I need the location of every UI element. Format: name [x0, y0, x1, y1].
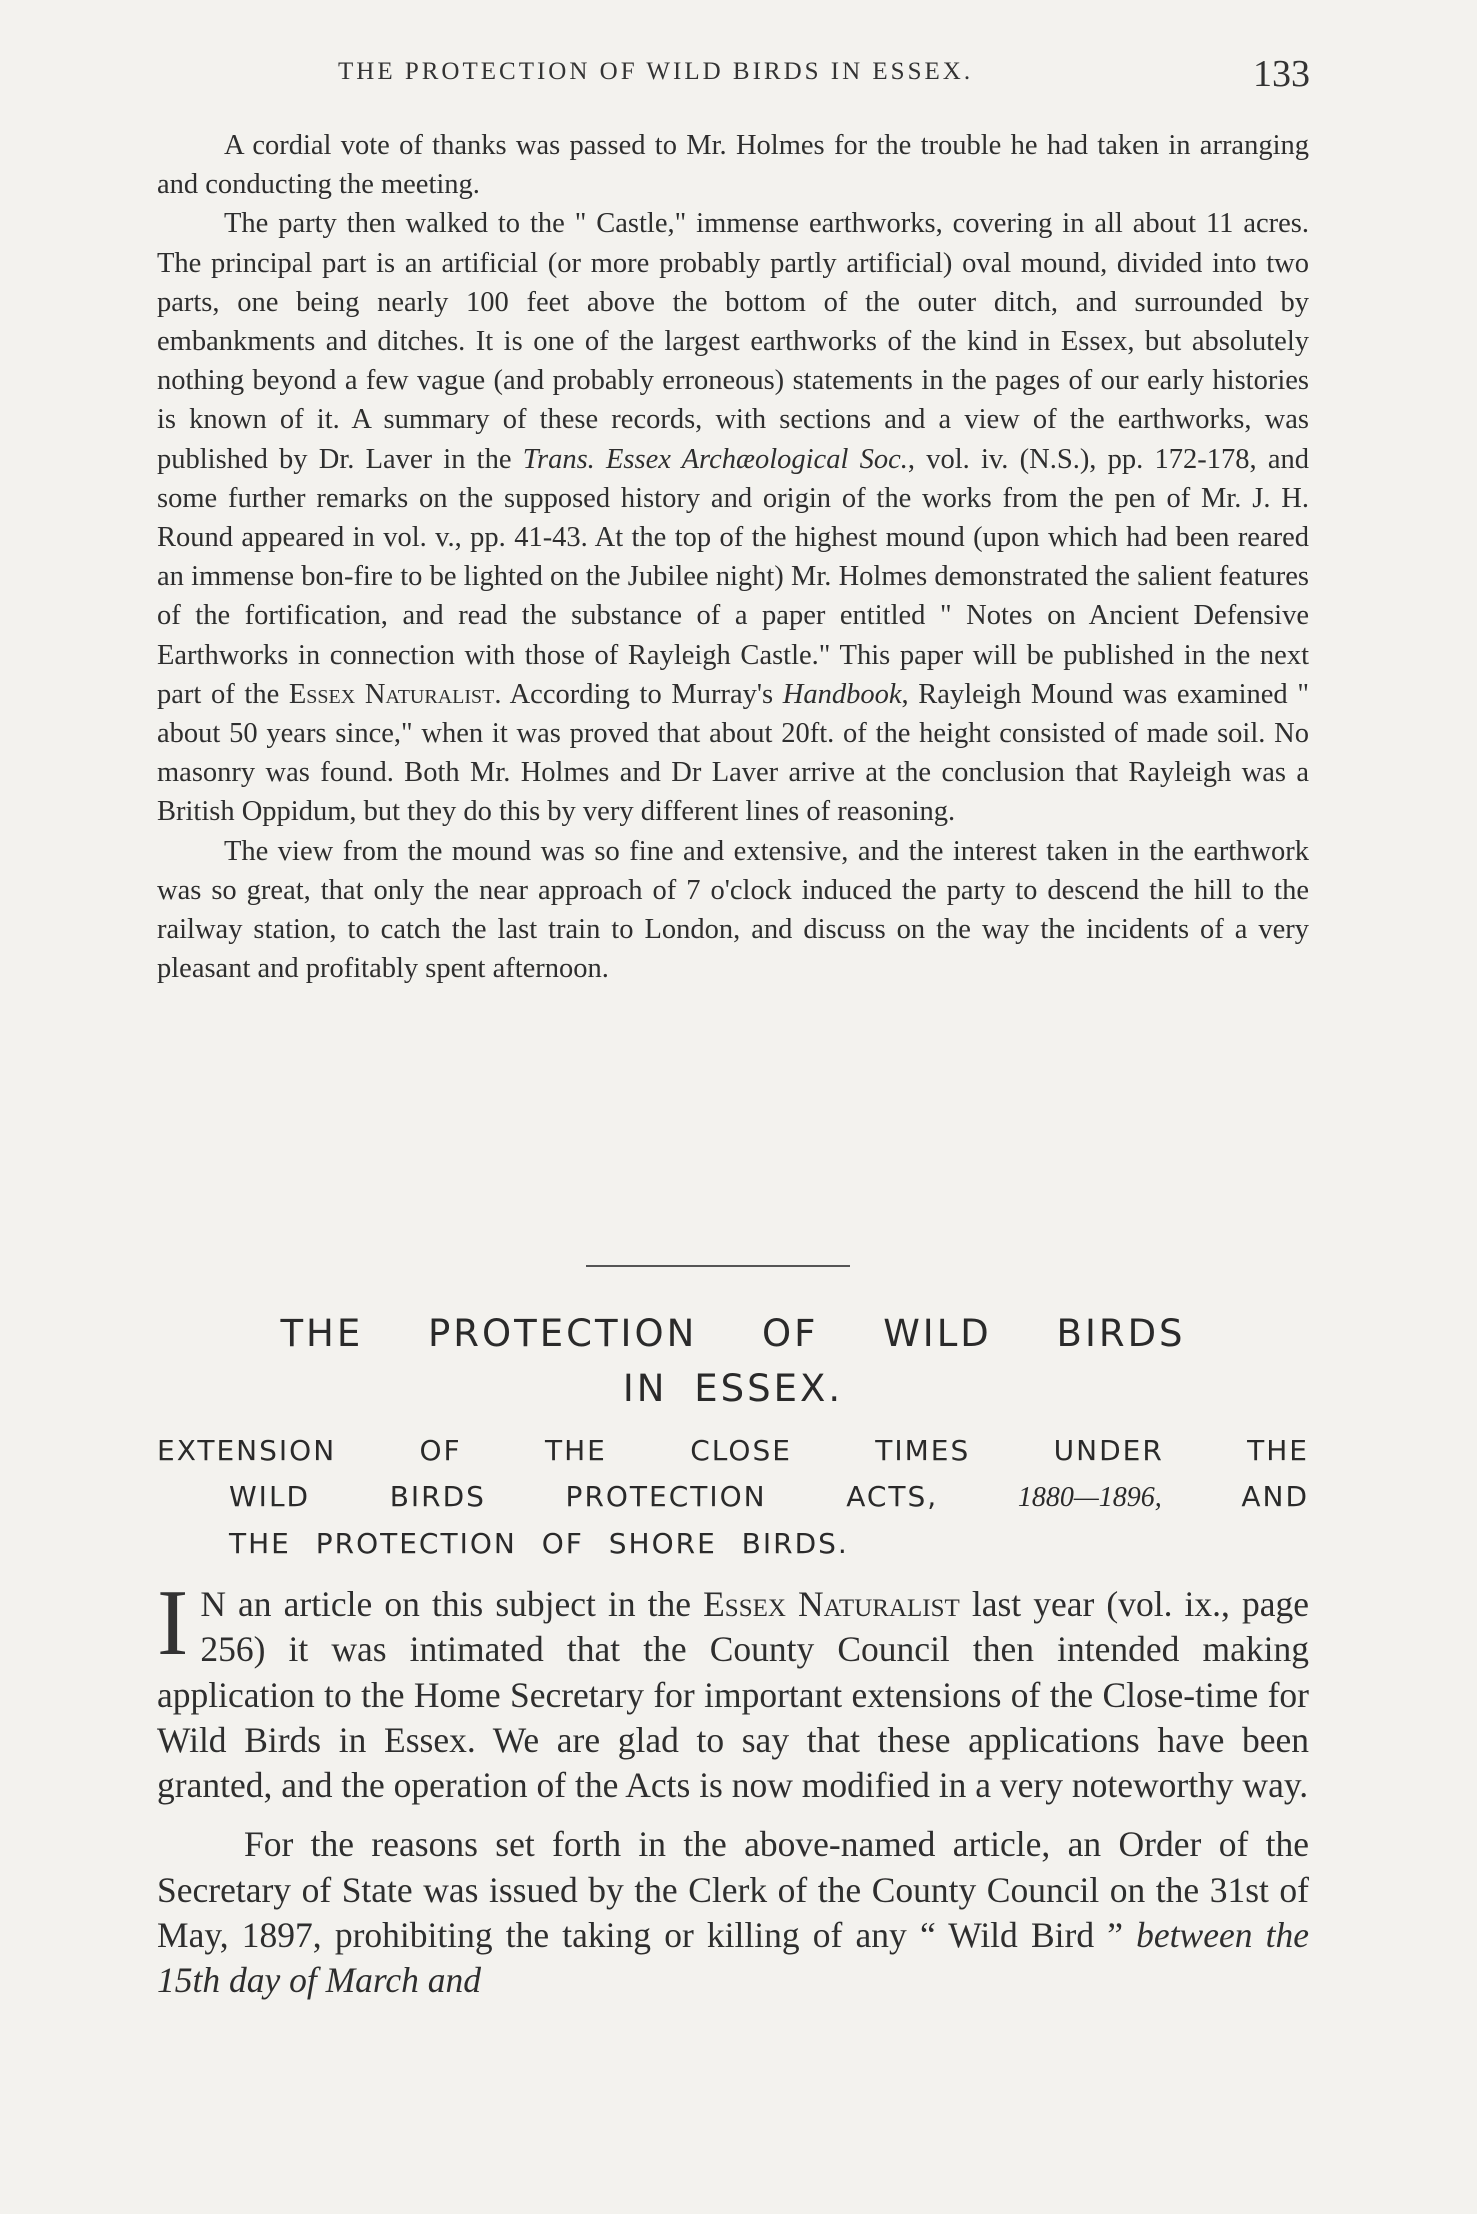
section-divider: [586, 1265, 850, 1267]
article-subtitle: [157, 1428, 1309, 1567]
paragraph: The view from the mound was so fine and extensive, and the interest taken in the earthwork was so great, that only the near approach of 7 o'clock induced the party to descend the hill to the railway station, to catch the last train to London, and discuss on the way the incidents of a very pleasant and profitably spent afternoon.: [157, 835, 1309, 985]
subtitle-line: THE PROTECTION OF SHORE BIRDS.: [229, 1527, 849, 1560]
text-run: , vol. iv. (N.S.), pp. 172-178, and some further remarks on the supposed history and origin of the works from the pen of Mr. J. H. Round appeared in vol. v., pp. 41-43. At the top of the highest mound (upon which had been reared an immense bon-fire to be lighted on the Jubilee night) Mr. Holmes demonstrated the salient features of the fortification, and read the substance of a paper entitled " Notes on Ancient Defensive Earthworks in connection with those of Rayleigh Castle." This paper will be published in the next part of the: [157, 443, 1309, 710]
publication-name: Essex Naturalist: [703, 1584, 960, 1624]
paragraph: A cordial vote of thanks was passed to Mr. Holmes for the trouble he had taken in arranging and conducting the meeting.: [157, 130, 1309, 201]
publication-name: Essex Naturalist: [288, 678, 495, 710]
meeting-report: [157, 126, 1309, 988]
paragraph: [157, 1571, 1309, 1808]
subtitle-dates: 1880—1896,: [1017, 1482, 1162, 1513]
subtitle-line: EXTENSION OF THE CLOSE TIMES UNDER THE: [157, 1434, 1309, 1467]
text-run: The party then walked to the " Castle," immense earthworks, covering in all about 11 acres. The principal part is an artificial (or more probably partly artificial) oval mound, divided into two parts, one being nearly 100 feet above the bottom of the outer ditch, and surrounded by embankments and ditches. It is one of the largest earthworks of the kind in Essex, but absolutely nothing beyond a few vague (and probably erroneous) statements in the pages of our early histories is known of it. A summary of these records, with sections and a view of the earthworks, was published by Dr. Laver in the: [157, 208, 1309, 475]
text-run: WILD BIRDS PROTECTION ACTS,: [229, 1480, 939, 1513]
text-run: N an article on this subject in the: [200, 1584, 704, 1624]
page-number: 133: [1253, 53, 1310, 95]
title-line: IN ESSEX.: [622, 1367, 844, 1410]
text-run: . According to Murray's: [494, 678, 783, 710]
running-title: THE PROTECTION OF WILD BIRDS IN ESSEX.: [338, 58, 974, 85]
paragraph: [157, 204, 1309, 831]
text-run: For the reasons set forth in the above-named article, an Order of the Secretary of State was issued by the Clerk of the County Council on the 31st of May, 1897, prohibiting the taking or killing of any “ Wild Bird ”: [157, 1824, 1309, 1956]
journal-reference: Trans. Essex Archæological Soc.: [522, 443, 908, 475]
paragraph: [157, 1822, 1309, 2003]
drop-cap: I: [157, 1571, 189, 1675]
article-title: [157, 1306, 1309, 1416]
text-run: last year (vol. ix., page 256) it was intimated that the County Council then intended making application to the Home Secretary for important extensions of the Close-time for Wild Birds in Essex. We are glad to say that these applications have been granted, and the operation of the Acts is now modified in a very noteworthy way.: [157, 1584, 1309, 1806]
subtitle-line: [229, 1474, 1309, 1521]
handbook-reference: Handbook: [782, 678, 902, 710]
article-body: [157, 1571, 1309, 2004]
text-run: AND: [1241, 1480, 1310, 1513]
text-run: , Rayleigh Mound was examined " about 50 years since," when it was proved that about 20ft. of the height consisted of made soil. No masonry was found. Both Mr. Holmes and Dr Laver arrive at the conclusion that Rayleigh was a British Oppidum, but they do this by very different lines of reasoning.: [157, 678, 1309, 828]
text-run-italic: between the 15th day of March and: [157, 1915, 1309, 2001]
title-line: THE PROTECTION OF WILD BIRDS: [280, 1312, 1186, 1355]
running-head: [160, 52, 1310, 100]
